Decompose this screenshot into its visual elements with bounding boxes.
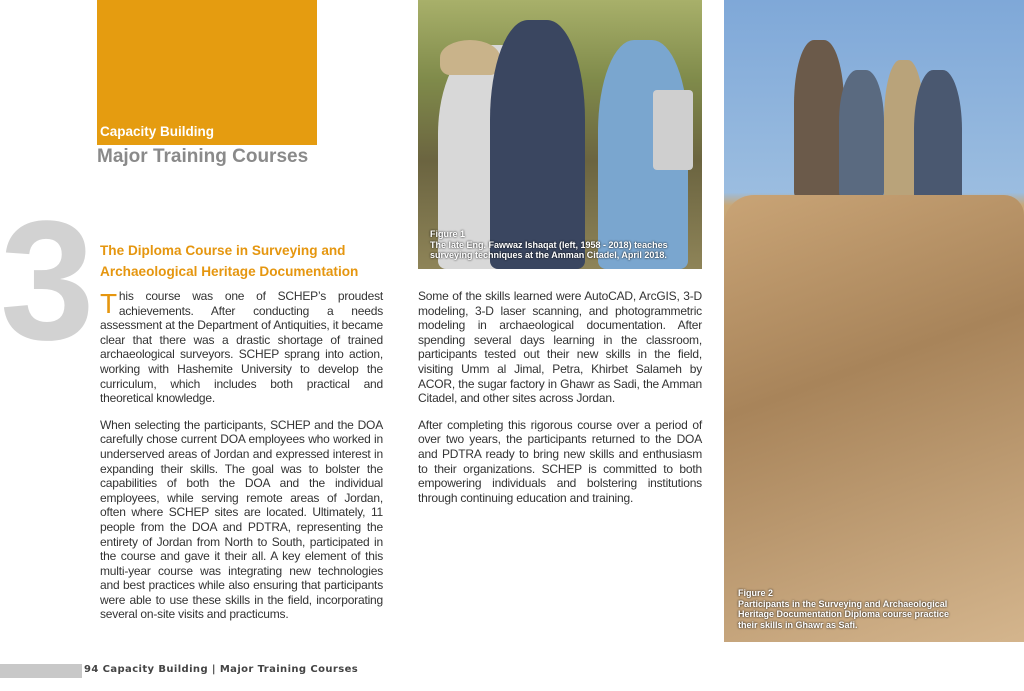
footer-text: Capacity Building | Major Training Courses — [102, 664, 359, 675]
paragraph: After completing this rigorous course over a period of over two years, the participants returned to the DOA and PDTRA ready to bring new skills and enthusiasm to their organizations. SCHEP is committed to both empowering individuals and bolstering institutions through continuing education and training. — [418, 417, 702, 505]
paragraph: Some of the skills learned were AutoCAD, ArcGIS, 3-D modeling, 3-D laser scanning, and photogrammetric modeling in archaeological documentation. After spending several days learning in the classroom, participants tested out their new skills in the field, visiting Umm al Jimal, Petra, Khirbet Salameh by ACOR, the sugar factory in Ghawr as Sadi, the Amman Citadel, and other sites across Jordan. — [418, 289, 702, 406]
paragraph: When selecting the participants, SCHEP and the DOA carefully chose current DOA employees who worked in underserved areas of Jordan and expressed interest in expanding their skills. The goal was to bolster the capabilities of both the DOA and the individual employees, while serving remote areas of Jordan, often where SCHEP sites are located. Ultimately, 11 people from the DOA and PDTRA, representing the entirety of Jordan from North to South, participated in the course and gave it their all. A key element of this multi-year course was integrating new technologies and best practices while also ensuring that participants were able to use these skills in the field, incorporating several on-site visits and practicums. — [100, 417, 383, 622]
paragraph — [100, 289, 383, 406]
section-label: Capacity Building — [100, 124, 215, 139]
drop-cap: T — [100, 288, 117, 319]
page-number: 94 — [84, 664, 99, 675]
figure-2-caption — [738, 588, 968, 630]
chapter-number: 3 — [0, 196, 95, 366]
paragraph-text: his course was one of SCHEP’s proudest achievements. After conducting a needs assessment at the Department of Antiquities, it became clear that there was a drastic shortage of trained archaeological surveyors. SCHEP sprang into action, working with Hashemite University to develop the curriculum, which includes both practical and theoretical knowledge. — [100, 289, 383, 406]
figure-1-caption — [430, 229, 700, 261]
footer-bar — [0, 664, 82, 678]
text-column-2 — [418, 289, 702, 517]
text-column-1 — [100, 289, 383, 634]
page-title: Major Training Courses — [97, 146, 309, 167]
figure-label: Figure 1 — [430, 229, 466, 239]
figure-caption-text: The late Eng. Fawwaz Ishaqat (left, 1958 - 2018) teaches surveying techniques at the Amman Citadel, April 2018. — [430, 239, 668, 260]
figure-caption-text: Participants in the Surveying and Archaeological Heritage Documentation Diploma course practice their skills in Ghawr as Safi. — [738, 598, 950, 630]
article-heading: The Diploma Course in Surveying and Archaeological Heritage Documentation — [100, 243, 359, 279]
figure-2-photo — [724, 0, 1024, 642]
page-footer — [84, 664, 358, 675]
figure-label: Figure 2 — [738, 588, 774, 598]
